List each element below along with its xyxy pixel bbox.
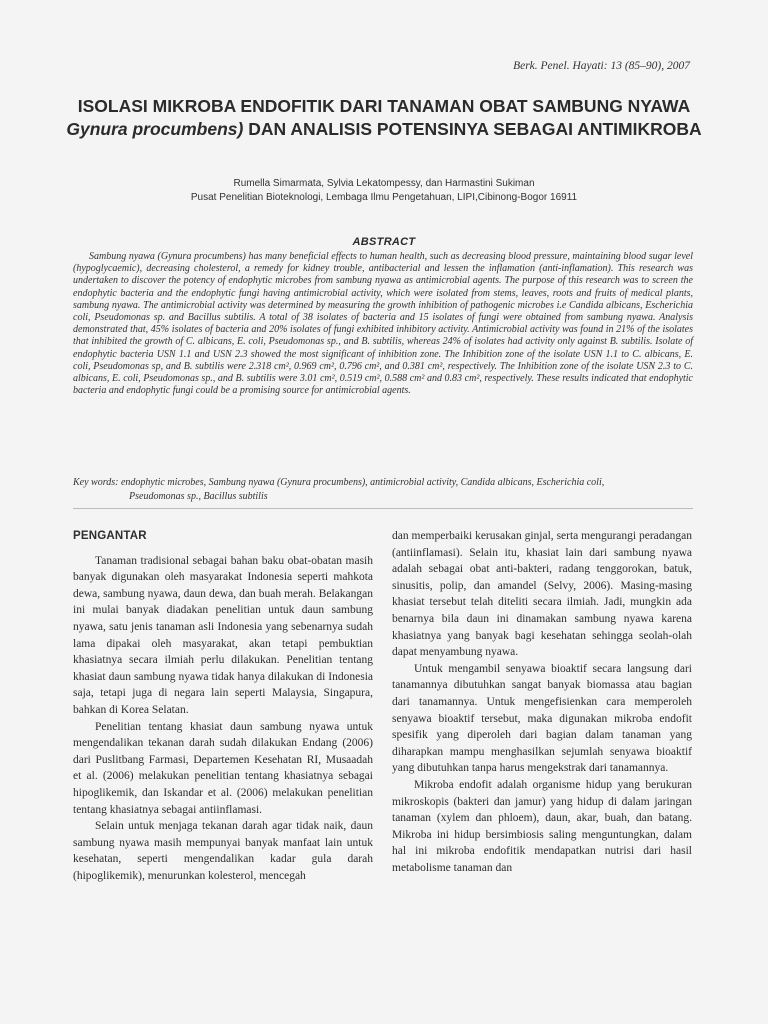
keywords (73, 476, 693, 504)
abstract-heading: ABSTRACT (352, 236, 416, 248)
journal-reference: Berk. Penel. Hayati: 13 (85–90), 2007 (513, 60, 690, 72)
section-divider (73, 508, 693, 509)
keywords-line1: endophytic microbes, Sambung nyawa (Gynura procumbens), antimicrobial activity, Candida albicans, Escherichia coli, (120, 477, 605, 488)
title-species: Gynura procumbens) (66, 119, 244, 139)
paragraph: Tanaman tradisional sebagai bahan baku obat-obatan masih banyak digunakan oleh masyarakat Indonesia seperti mahkota dewa, sambung nyawa, daun dewa, dan buah merah. Belakangan ini mulai banyak diadakan penelitian untuk daun sambung nyawa, satu jenis tanaman asli Indonesia yang sebenarnya sudah lama dipakai oleh masyarakat, akan tetapi pembuktian khasiatnya secara ilmiah perlu dilakukan. Penelitian tentang khasiat daun sambung nyawa tidak hanya dilakukan di Indonesia saja, tetapi juga di negara lain seperti Malaysia, Singapura, bahkan di Korea Selatan. (73, 554, 373, 716)
left-column (73, 528, 373, 884)
author-list: Rumella Simarmata, Sylvia Lekatompessy, dan Harmastini Sukiman (233, 178, 535, 189)
affiliation: Pusat Penelitian Bioteknologi, Lembaga Ilmu Pengetahuan, LIPI,Cibinong-Bogor 16911 (190, 192, 578, 203)
title-part1: ISOLASI MIKROBA ENDOFITIK DARI TANAMAN OBAT SAMBUNG NYAWA (77, 96, 691, 116)
keywords-line2: Pseudomonas sp., Bacillus subtilis (129, 491, 268, 502)
title-part2: DAN ANALISIS POTENSINYA SEBAGAI ANTIMIKROBA (243, 119, 702, 139)
right-column (392, 528, 692, 876)
abstract-text: Sambung nyawa (Gynura procumbens) has many beneficial effects to human health, such as decreasing blood pressure, maintaining blood sugar level (hypoglycaemic), decreasing cholesterol, a remedy for kidney trouble, antibacterial and lessen the inflamation (anti-inflamation). This research was undertaken to discover the potency of endophytic microbes from sambung nyawa as antimicrobial agents. The purpose of this research was to screen the endophytic bacteria and the endophytic fungi having antimicrobial activity, which were isolated from stems, leaves, roots and fruits of medical plants, sambung nyawa. The antimicrobial activity was determined by measuring the growth inhibition of pathogenic microbes i.e Candida albicans, Escherichia coli, Pseudomonas sp. and Bacillus subtilis. A total of 38 isolates of bacteria and 15 isolates of fungi were obtained from sambung nyawa. Analysis demonstrated that, 45% isolates of bacteria and 20% isolates of fungi exhibited inhibitory activity. Antimicrobial activity was found in 21% of the isolates that inhibited the growth of C. albicans, E. coli, Pseudomonas sp., and B. subtilis, whereas 24% of isolates had activity only against B. subtilis. Isolate of endophytic bacteria USN 1.1 and USN 2.3 showed the most significant of inhibition zone. The Inhibition zone of the isolate USN 1.1 to C. albicans, E. coli, Pseudomonas sp, and B. subtilis were 2.318 cm², 0.969 cm², 0.796 cm², and 0.381 cm², respectively. The Inhibition zone of the isolate USN 2.3 to C. albicans, E. coli, Pseudomonas sp., and B. subtilis were 3.01 cm², 0.519 cm², 0.588 cm² and 0.83 cm², respectively. These results indicated that endophytic bacteria and endophytic fungi could be a promising source for antimicrobial agents. (73, 251, 693, 397)
paper-title (60, 95, 708, 141)
paragraph: dan memperbaiki kerusakan ginjal, serta mengurangi peradangan (antiinflamasi). Selain itu, khasiat lain dari sambung nyawa adalah sebagai obat anti-bakteri, radang tenggorokan, batuk, sinusitis, polip, dan amandel (Selvy, 2006). Masing-masing khasiat tersebut telah diteliti secara ilmiah. Jadi, mungkin ada benarnya bila daun ini dinamakan sambung nyawa karena khasiatnya yang banyak bagi kesehatan sehingga seolah-olah dapat menyambung nyawa. (392, 530, 692, 659)
paragraph: Untuk mengambil senyawa bioaktif secara langsung dari tanamannya dibutuhkan sangat banyak biomassa atau bagian dari tanamannya. Untuk mengefisienkan cara memperoleh senyawa bioaktif tersebut, maka digunakan mikroba endofit spesifik yang diperoleh dari bagian dalam tanaman yang diharapkan mampu menghasilkan sejumlah senyawa bioaktif yang dibutuhkan tanpa harus mengekstrak dari tanamannya. (392, 662, 692, 775)
keywords-label: Key words: (73, 477, 119, 488)
paragraph: Mikroba endofit adalah organisme hidup yang berukuran mikroskopis (bakteri dan jamur) yang hidup di dalam jaringan tanaman (xylem dan phloem), daun, akar, buah, dan batang. Mikroba ini hidup bersimbiosis saling menguntungkan, dalam hal ini mikroba endofitik mendapatkan nutrisi dari hasil metabolisme tanaman dan (392, 778, 692, 874)
section-heading: PENGANTAR (73, 530, 147, 542)
paragraph: Selain untuk menjaga tekanan darah agar tidak naik, daun sambung nyawa masih mempunyai banyak manfaat lain untuk kesehatan, seperti mengendalikan kadar gula darah (hipoglikemik), menurunkan kolesterol, mencegah (73, 820, 373, 882)
paragraph: Penelitian tentang khasiat daun sambung nyawa untuk mengendalikan tekanan darah sudah dilakukan Endang (2006) dari Puslitbang Farmasi, Departemen Kesehatan RI, Musaadah et al. (2006) melakukan penelitian tentang khasiatnya sebagai hipoglikemik, dan Iskandar et al. (2006) melakukan penelitian tentang khasiatnya sebagai antiinflamasi. (73, 720, 373, 816)
